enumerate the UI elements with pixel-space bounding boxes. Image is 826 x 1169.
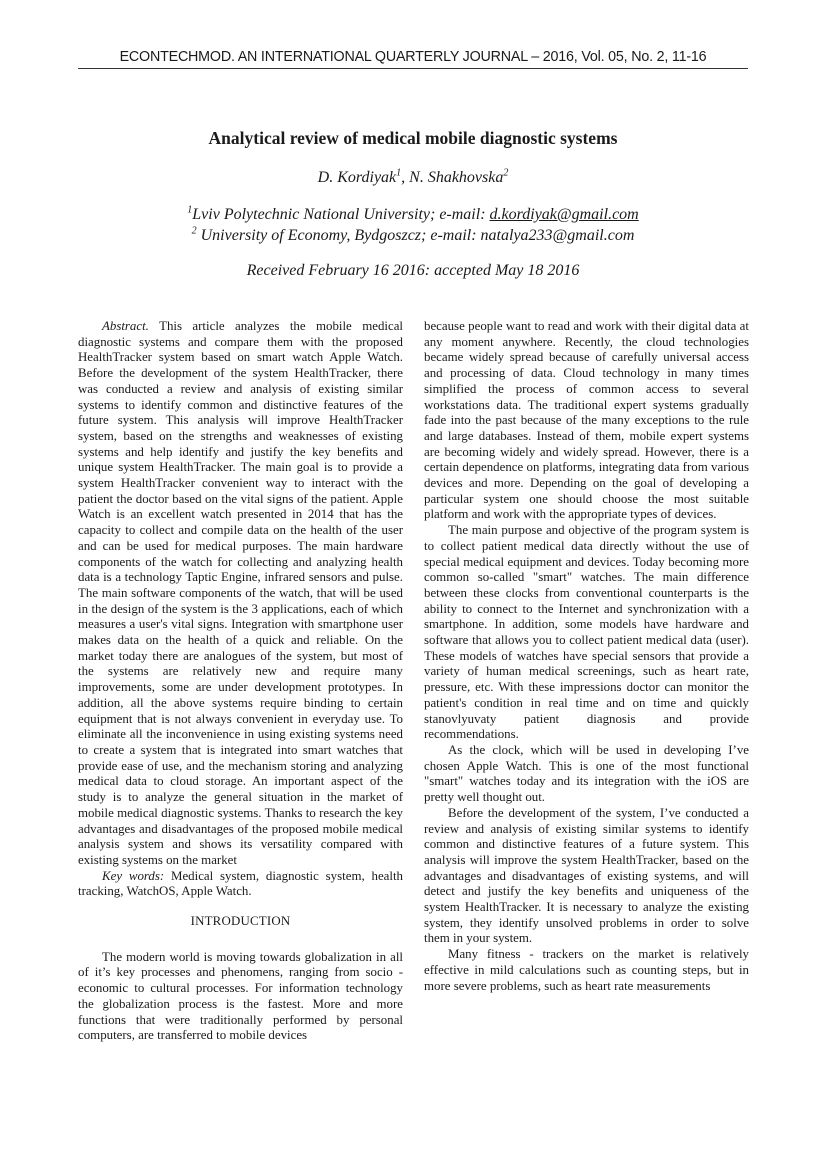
affiliation-1 bbox=[78, 206, 748, 224]
email-link[interactable]: d.kordiyak@gmail.com bbox=[489, 206, 639, 223]
keywords-label: Key words: bbox=[102, 868, 165, 883]
body-paragraph: As the clock, which will be used in developing I’ve chosen Apple Watch. This is one of the most functional "smart" watches today and its integration with the iOS are pretty well thought out. bbox=[424, 742, 749, 805]
body-paragraph: because people want to read and work with their digital data at any moment anywhere. Recently, the cloud technologies became widely spread because of carefully universal access and processing of data. Cloud technology in many times simplified the process of common access to several workstations data. The traditional expert systems gradually fade into the past because of the many exceptions to the rule and large databases. Instead of them, mobile expert systems are becoming widely and widely spread. However, there is a certain dependence on platforms, integrating data from various devices and more. Depending on the goal of developing a particular system one should choose the most suitable platform and work with the appropriate types of devices. bbox=[424, 319, 749, 522]
left-column bbox=[78, 319, 403, 1044]
affiliation-text: Lviv Polytechnic National University; e-mail: bbox=[192, 206, 490, 223]
abstract-text: This article analyzes the mobile medical diagnostic systems and compare them with the proposed HealthTracker system based on smart watch Apple Watch. Before the development of the system HealthTracker, there was conducted a review and analysis of existing similar systems to identify common and distinctive features of the future system. This analysis will improve HealthTracker system, based on the strengths and weaknesses of existing systems and help identify and justify the key benefits and unique system HealthTracker. The main goal is to provide a system HealthTracker convenient way to interact with the patient the doctor based on the vital signs of the patient. Apple Watch is an excellent watch presented in 2014 that has the capacity to collect and compile data on the health of the user and can be used for medical purposes. The main hardware components of the watch for collecting and analyzing health data is a technology Taptic Engine, infrared sensors and pulse. The main software components of the watch, that will be used in the design of the system is the 3 applications, each of which measures a user's vital signs. Integration with smartphone user makes data on the health of a quick and reliable. On the market today there are analogues of the system, but most of the systems are relatively new and require many improvements, some are under development prototypes. In addition, all the above systems require binding to certain equipment that is not always convenient in everyday use. To eliminate all the inconvenience in using existing systems need to create a system that is integrated into smart watches that provide ease of use, and the mechanism storing and analyzing medical data to cloud storage. An important aspect of the study is to analyze the general situation in the market of mobile medical diagnostic systems. Thanks to research the key advantages and disadvantages of the proposed mobile medical analysis system and shows its versatility compared with existing systems on the market bbox=[78, 319, 403, 867]
received-dates: Received February 16 2016: accepted May 18 2016 bbox=[246, 262, 580, 279]
affiliation-superscript: 1 bbox=[187, 204, 193, 216]
author-superscript: 2 bbox=[503, 167, 509, 179]
body-paragraph: The modern world is moving towards globalization in all of it’s key processes and phenomens, ranging from socio - economic to cultural processes. For information technology the globalization process is the fastest. More and more functions that were traditionally performed by personal computers, are transferred to mobile devices bbox=[78, 949, 403, 1043]
author-line bbox=[78, 169, 748, 187]
right-column bbox=[424, 319, 749, 994]
author-superscript: 1 bbox=[396, 167, 402, 179]
affiliation-2 bbox=[78, 227, 748, 245]
keywords-paragraph bbox=[78, 869, 403, 900]
author-separator: , bbox=[401, 169, 410, 186]
abstract-label: Abstract. bbox=[102, 319, 149, 333]
abstract-paragraph bbox=[78, 319, 403, 869]
affiliation-superscript: 2 bbox=[191, 225, 197, 237]
introduction-heading: INTRODUCTION bbox=[190, 914, 291, 929]
journal-header: ECONTECHMOD. AN INTERNATIONAL QUARTERLY JOURNAL – 2016, Vol. 05, No. 2, 11-16 bbox=[119, 49, 707, 65]
author-name: D. Kordiyak bbox=[317, 169, 397, 186]
author-name: N. Shakhovska bbox=[409, 169, 504, 186]
body-paragraph: Before the development of the system, I’ve conducted a review and analysis of existing similar systems to identify common and distinctive features of a future system. This analysis will improve the system HealthTracker, based on the advantages and disadvantages of existing systems, and will detect and justify the key benefits and uniqueness of the system HealthTracker. It is necessary to analyze the existing system, they identify unsolved problems in order to solve them in your system. bbox=[424, 805, 749, 946]
header-divider bbox=[78, 68, 748, 69]
keywords-text: Medical system, diagnostic system, health tracking, WatchOS, Apple Watch. bbox=[78, 868, 403, 899]
affiliation-text: University of Economy, Bydgoszcz; e-mail: natalya233@gmail.com bbox=[196, 227, 635, 244]
body-paragraph: Many fitness - trackers on the market is relatively effective in mild calculations such as counting steps, but in more severe problems, such as heart rate measurements bbox=[424, 947, 749, 993]
body-paragraph: The main purpose and objective of the program system is to collect patient medical data directly without the use of special medical equipment and devices. Today becoming more common so-called "smart" watches. The main difference between these clocks from conventional counterparts is the ability to connect to the Internet and synchronization with a smartphone. In addition, some models have hardware and software that allows you to collect patient medical data (user). These models of watches have special sensors that provide a variety of human medical screenings, such as heart rate, pressure, etc. With these impressions doctor can monitor the patient's condition in real time and on time and quickly stanovlyuvaty patient diagnosis and provide recommendations. bbox=[424, 523, 749, 742]
article-title: Analytical review of medical mobile diagnostic systems bbox=[208, 128, 618, 148]
